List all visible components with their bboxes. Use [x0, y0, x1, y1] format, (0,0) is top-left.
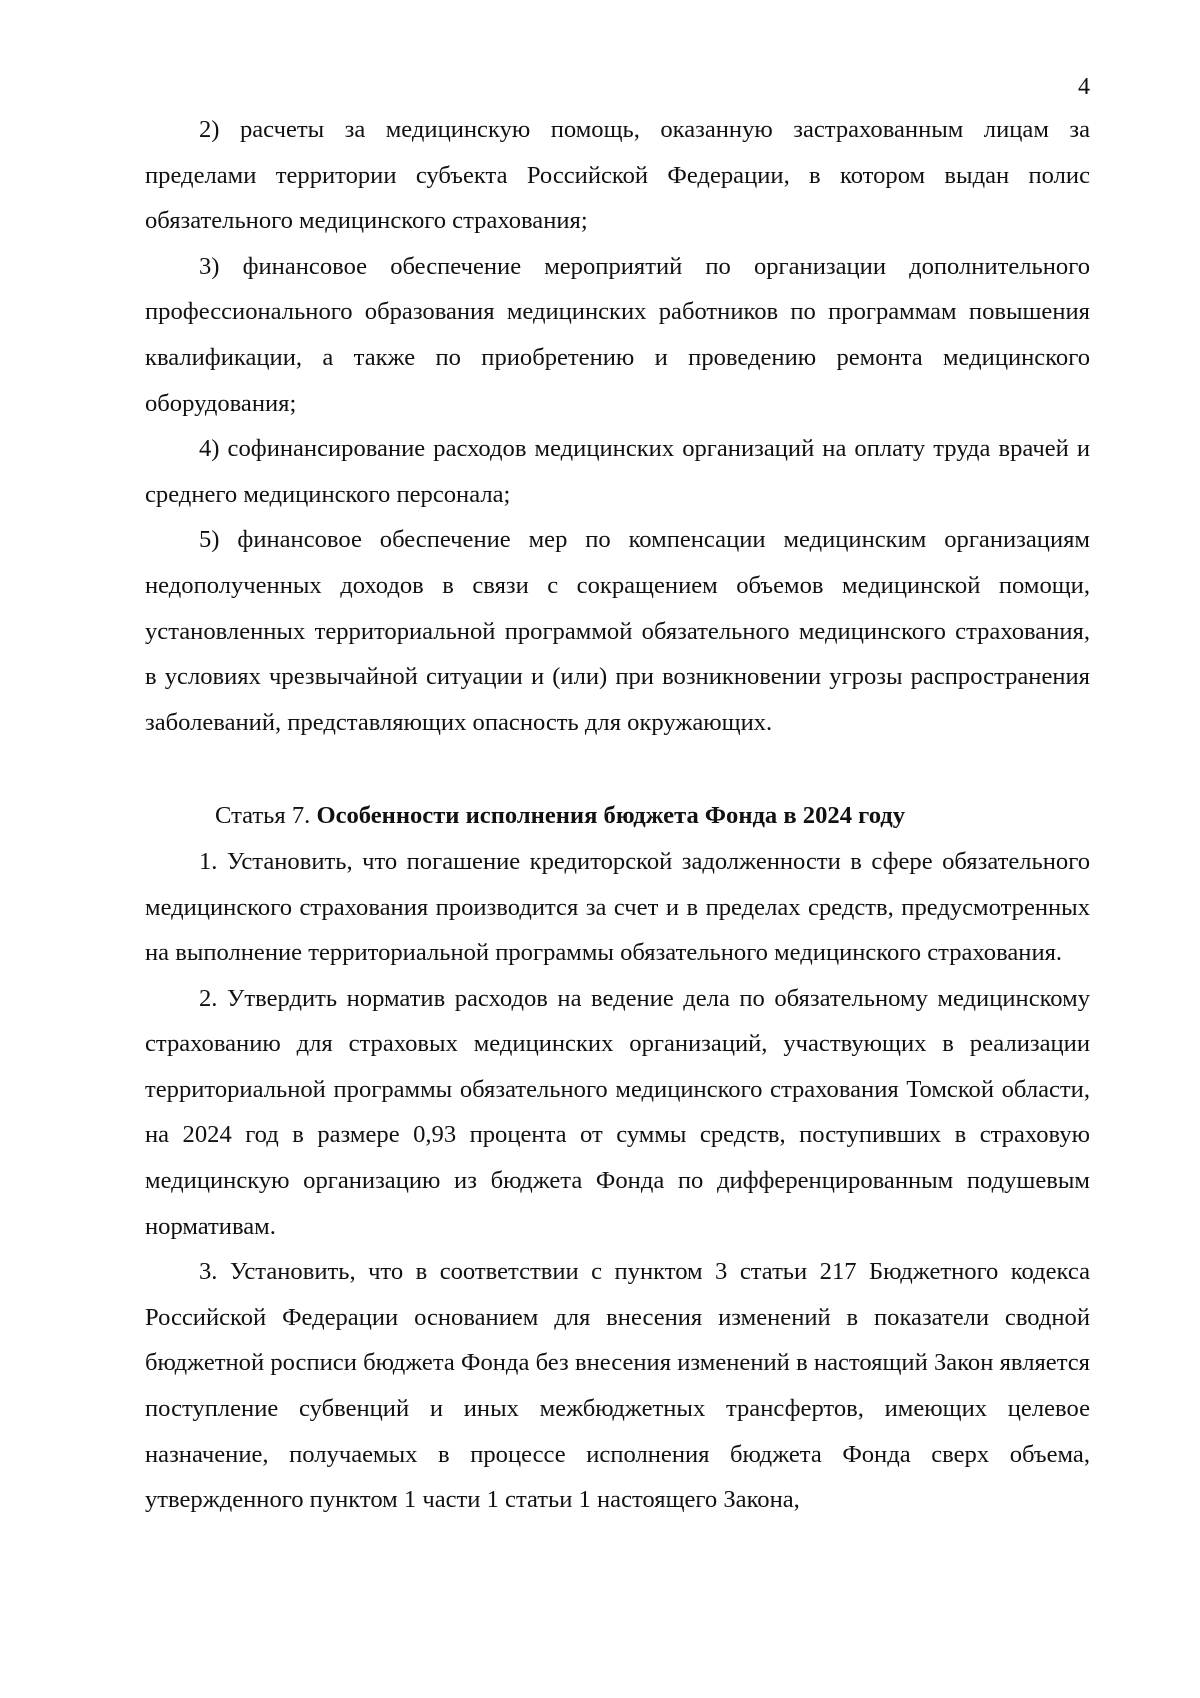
list-item-4: 4) софинансирование расходов медицинских организаций на оплату труда врачей и среднего медицинского персонала;	[145, 435, 1090, 508]
page-body	[145, 107, 1090, 1523]
list-item-3: 3) финансовое обеспечение мероприятий по организации дополнительного профессионального образования медицинских работников по программам повышения квалификации, а также по приобретению и проведению ремонта медицинского оборудования;	[145, 252, 1090, 417]
page-number: 4	[1078, 74, 1090, 100]
article-paragraph-2: 2. Утвердить норматив расходов на ведение дела по обязательному медицинскому страхованию для страховых медицинских организаций, участвующих в реализации территориальной программы обязательного медицинского страхования Томской области, на 2024 год в размере 0,93 процента от суммы средств, поступивших в страховую медицинскую организацию из бюджета Фонда по дифференцированным подушевым нормативам.	[145, 984, 1090, 1240]
list-item-5: 5) финансовое обеспечение мер по компенсации медицинским организациям недополученных доходов в связи с сокращением объемов медицинской помощи, установленных территориальной программой обязательного медицинского страхования, в условиях чрезвычайной ситуации и (или) при возникновении угрозы распространения заболеваний, представляющих опасность для окружающих.	[145, 526, 1090, 736]
list-item-2: 2) расчеты за медицинскую помощь, оказанную застрахованным лицам за пределами территории субъекта Российской Федерации, в котором выдан полис обязательного медицинского страхования;	[145, 116, 1090, 235]
article-heading	[145, 793, 1090, 839]
article-paragraph-3: 3. Установить, что в соответствии с пунктом 3 статьи 217 Бюджетного кодекса Российской Федерации основанием для внесения изменений в показатели сводной бюджетной росписи бюджета Фонда без внесения изменений в настоящий Закон является поступление субвенций и иных межбюджетных трансфертов, имеющих целевое назначение, получаемых в процессе исполнения бюджета Фонда сверх объема, утвержденного пунктом 1 части 1 статьи 1 настоящего Закона,	[145, 1258, 1090, 1514]
article-paragraph-1: 1. Установить, что погашение кредиторской задолженности в сфере обязательного медицинского страхования производится за счет и в пределах средств, предусмотренных на выполнение территориальной программы обязательного медицинского страхования.	[145, 847, 1090, 967]
article-label: Статья 7.	[215, 802, 311, 830]
article-title: Особенности исполнения бюджета Фонда в 2024 году	[316, 802, 906, 830]
